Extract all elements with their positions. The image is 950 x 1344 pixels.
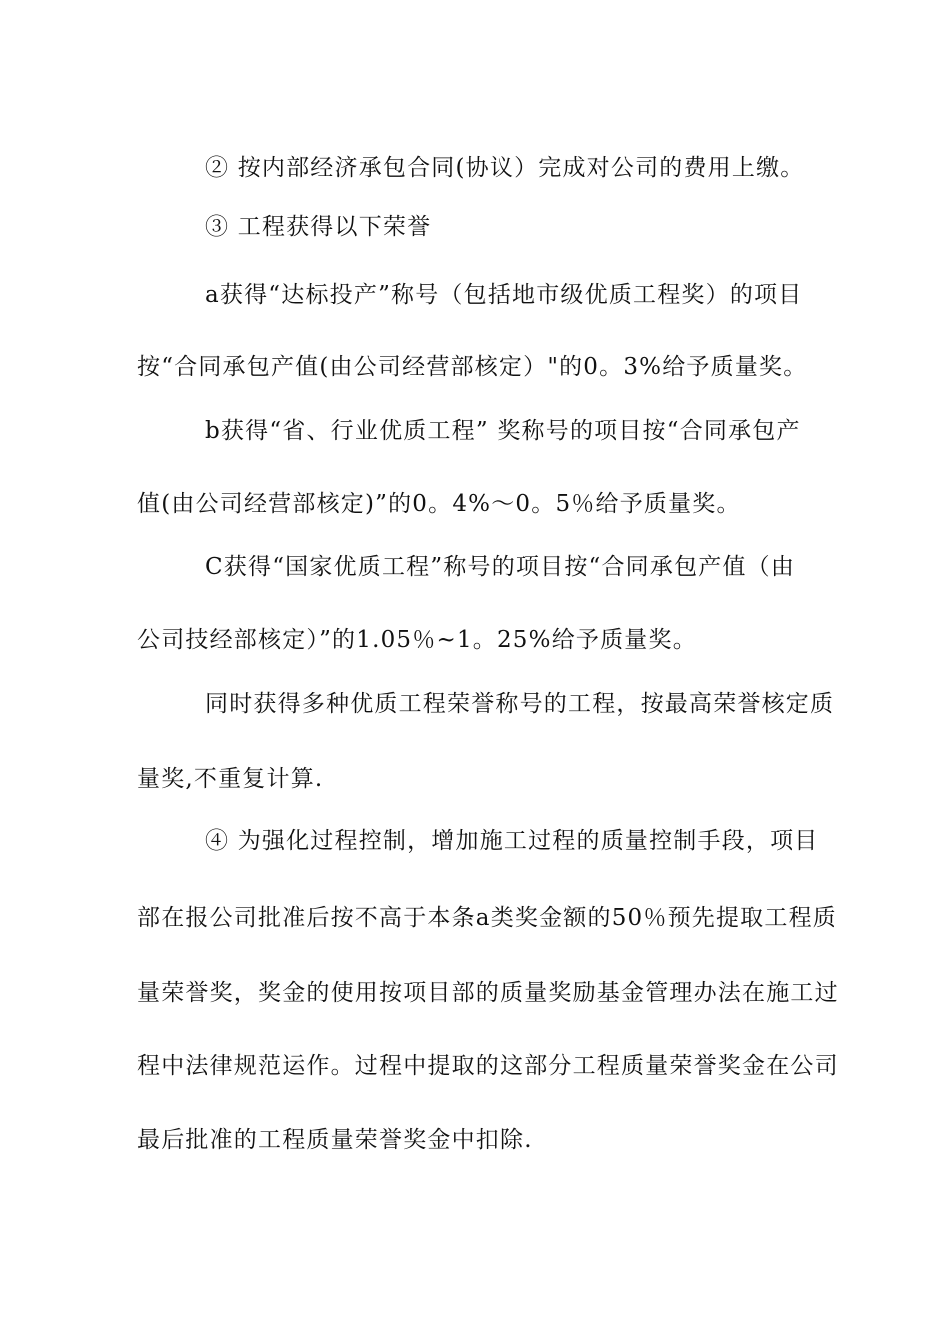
paragraph-line-4: 按“合同承包产值(由公司经营部核定）"的0。3%给予质量奖。 bbox=[137, 354, 808, 380]
paragraph-line-2: ③ 工程获得以下荣誉 bbox=[205, 214, 432, 240]
paragraph-line-10: 量奖,不重复计算. bbox=[137, 766, 324, 792]
paragraph-line-3: a获得“达标投产”称号（包括地市级优质工程奖）的项目 bbox=[205, 282, 803, 308]
paragraph-line-15: 最后批准的工程质量荣誉奖金中扣除. bbox=[137, 1127, 533, 1153]
paragraph-line-12: 部在报公司批准后按不高于本条a类奖金额的50％预先提取工程质 bbox=[137, 905, 837, 931]
paragraph-line-9: 同时获得多种优质工程荣誉称号的工程，按最高荣誉核定质 bbox=[205, 691, 835, 717]
paragraph-line-6: 值(由公司经营部核定)”的0。4%～0。5％给予质量奖。 bbox=[137, 491, 741, 517]
paragraph-line-7: C获得“国家优质工程”称号的项目按“合同承包产值（由 bbox=[205, 554, 796, 580]
paragraph-line-8: 公司技经部核定）”的1.05％~1。25%给予质量奖。 bbox=[137, 627, 697, 653]
paragraph-line-14: 程中法律规范运作。过程中提取的这部分工程质量荣誉奖金在公司 bbox=[137, 1053, 839, 1079]
paragraph-line-1: ② 按内部经济承包合同(协议）完成对公司的费用上缴。 bbox=[205, 155, 805, 181]
paragraph-line-5: b获得“省、行业优质工程” 奖称号的项目按“合同承包产 bbox=[205, 418, 801, 444]
paragraph-line-11: ④ 为强化过程控制，增加施工过程的质量控制手段，项目 bbox=[205, 828, 819, 854]
paragraph-line-13: 量荣誉奖，奖金的使用按项目部的质量奖励基金管理办法在施工过 bbox=[137, 980, 839, 1006]
